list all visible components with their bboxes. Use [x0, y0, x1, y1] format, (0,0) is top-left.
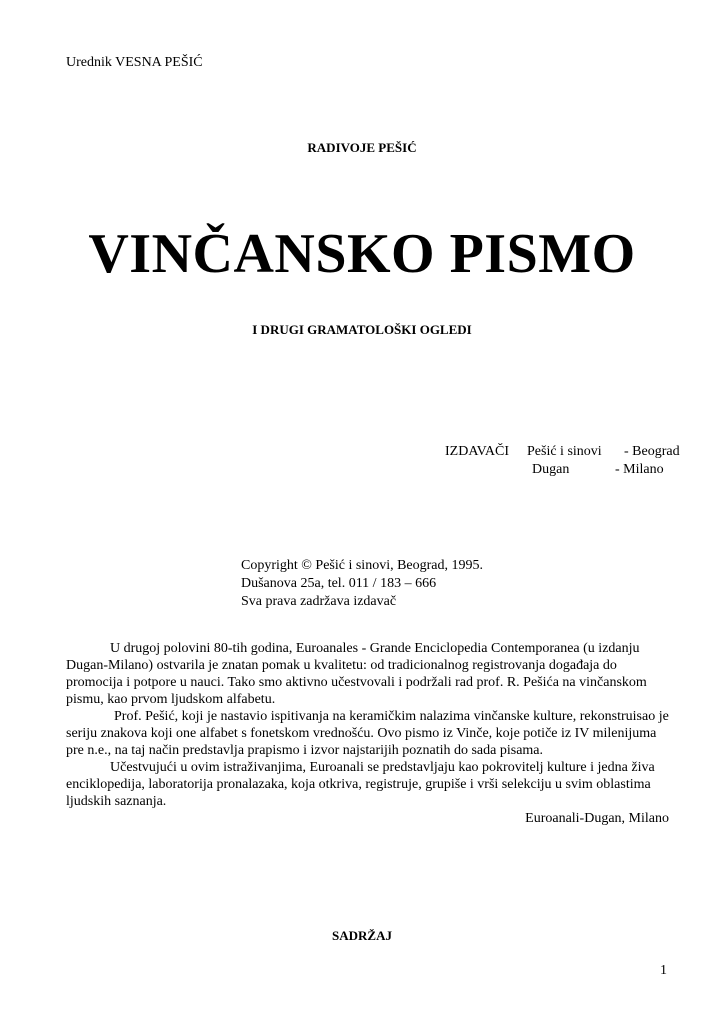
book-subtitle: I DRUGI GRAMATOLOŠKI OGLEDI: [252, 322, 472, 337]
foreword-signature: Euroanali-Dugan, Milano: [525, 811, 669, 826]
contents-heading: SADRŽAJ: [332, 928, 392, 943]
publisher-city: - Beograd: [624, 444, 680, 459]
publisher-row: [445, 461, 675, 479]
page-number: 1: [660, 963, 667, 978]
book-title: VINČANSKO PISMO: [88, 223, 636, 285]
rights-line: Sva prava zadržava izdavač: [241, 594, 397, 609]
publishers-block: [445, 443, 680, 479]
foreword-paragraph: Prof. Pešić, koji je nastavio ispitivanja na keramičkim nalazima vinčanske kulture, rekonstruisao je seriju znakova koji one alfabet s fonetskom vrednošću. Ovo pismo iz Vinče, koje potiče iz IV milenijuma pre n.e., na taj način predstavlja prapismo i izvor najstarijih poznatih do sada pisama.: [66, 709, 669, 758]
editor-line: Urednik VESNA PEŠIĆ: [66, 55, 203, 70]
foreword-paragraph: U drugoj polovini 80-tih godina, Euroanales - Grande Enciclopedia Contemporanea (u izdanju Dugan-Milano) ostvarila je znatan pomak u kvalitetu: od tradicionalnog registrovanja događaja do promocija i potpore u nauci. Tako smo aktivno učestvovali i podržali rad prof. R. Pešića na vinčanskom pismu, kao prvom ljudskom alfabetu.: [66, 641, 647, 707]
publisher-row: [445, 443, 680, 461]
publisher-name: Dugan: [532, 462, 570, 477]
address-line: Dušanova 25a, tel. 011 / 183 – 666: [241, 576, 437, 591]
publisher-name: Pešić i sinovi: [527, 444, 602, 459]
copyright-line: Copyright © Pešić i sinovi, Beograd, 1995.: [241, 558, 484, 573]
foreword-text: [66, 640, 669, 827]
publisher-city: - Milano: [615, 462, 664, 477]
publishers-label: IZDAVAČI: [445, 444, 510, 459]
author-name: RADIVOJE PEŠIĆ: [307, 140, 417, 155]
copyright-block: [241, 557, 483, 611]
foreword-paragraph: Učestvujući u ovim istraživanjima, Euroanali se predstavljaju kao pokrovitelj kulture i jedna živa enciklopedija, laboratorija pronalazaka, koja otkriva, registruje, grupiše i vrši selekciju u svim oblastima ljudskih saznanja.: [66, 760, 655, 809]
